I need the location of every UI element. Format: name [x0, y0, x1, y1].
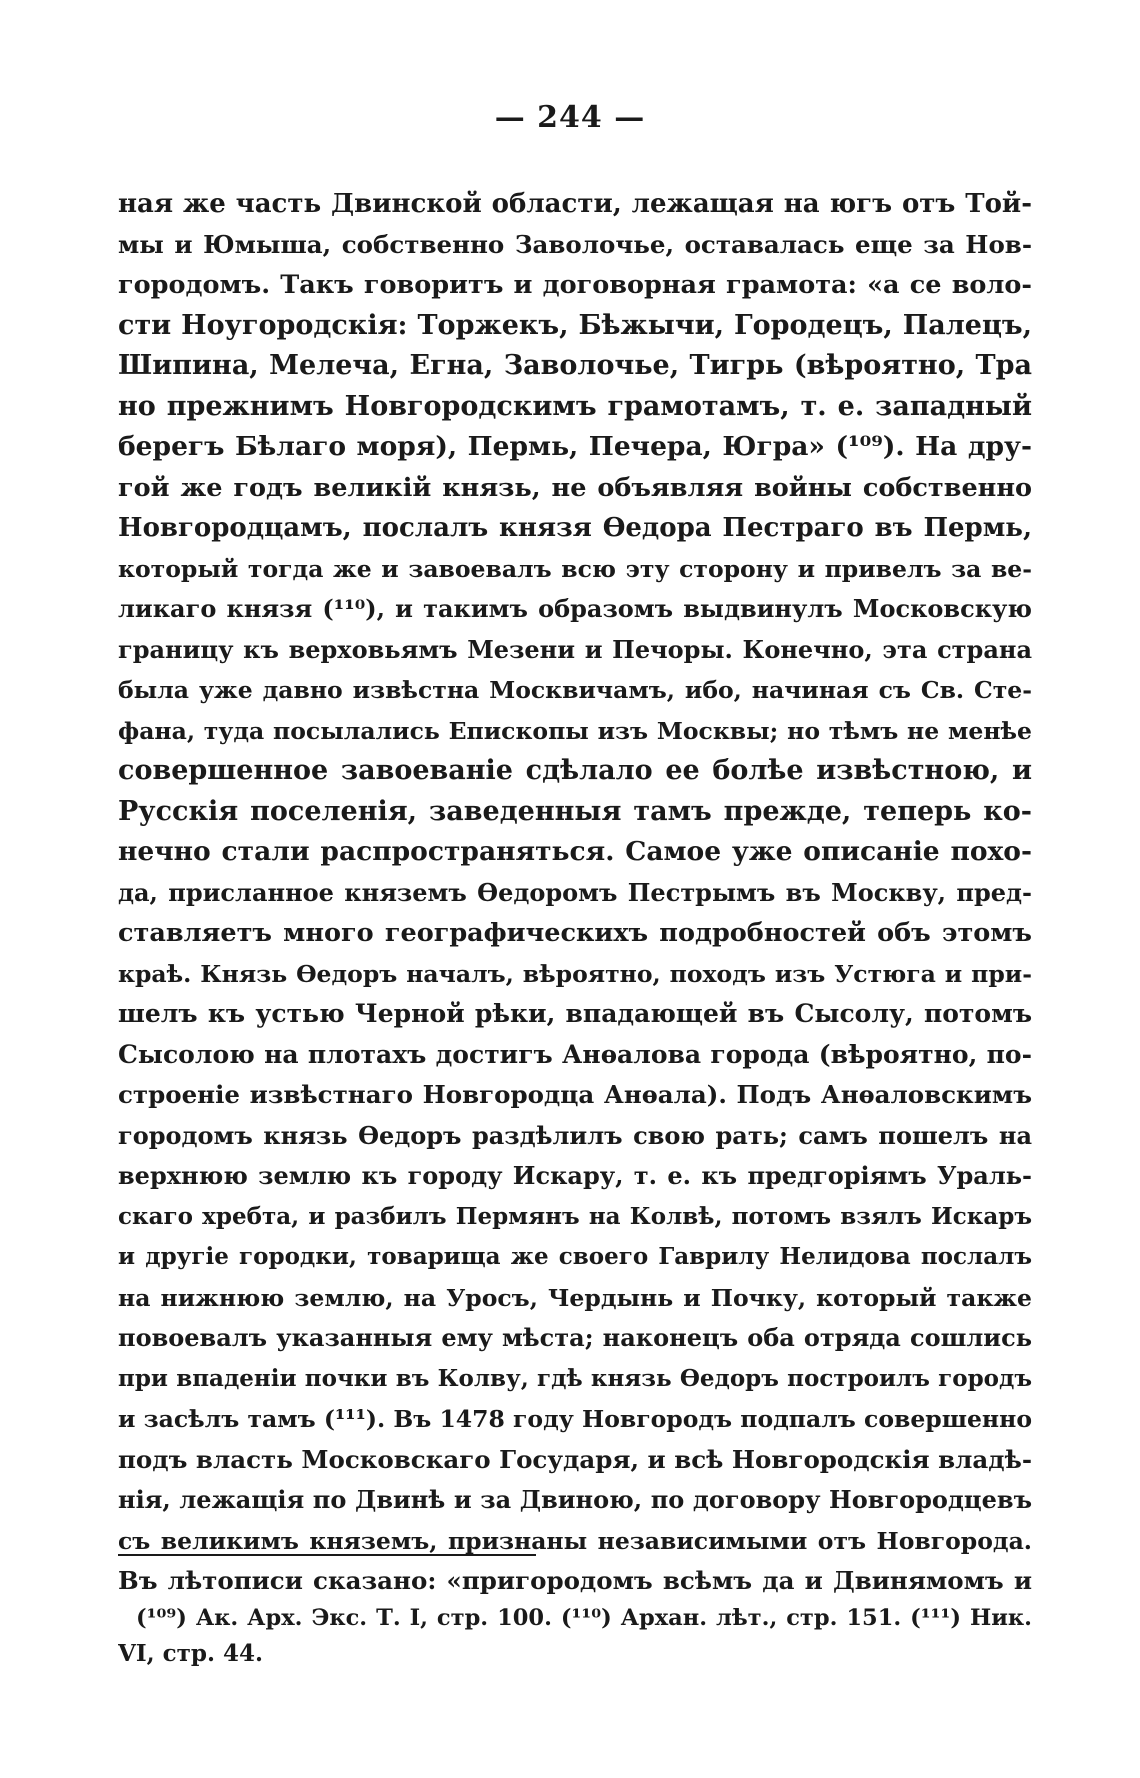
text-line: подъ власть Московскаго Государя, и всѣ Новгородскія владѣ-: [118, 1444, 1032, 1474]
text-line: фана, туда посылались Епископы изъ Москвы; но тѣмъ не менѣе: [118, 716, 1032, 745]
text-line: шелъ къ устью Черной рѣки, впадающей въ Сысолу, потомъ: [118, 999, 1032, 1028]
text-line: берегъ Бѣлаго моря), Пермь, Печера, Югра» (¹⁰⁹). На дру-: [118, 431, 1032, 462]
text-line: краѣ. Князь Ѳедоръ началъ, вѣроятно, походъ изъ Устюга и при-: [118, 959, 1032, 988]
main-text: [118, 184, 1032, 1602]
text-line: совершенное завоеваніе сдѣлало ее болѣе извѣстною, и: [118, 755, 1032, 786]
page-number: — 244 —: [494, 100, 646, 135]
text-line: ная же часть Двинской области, лежащая на югъ отъ Той-: [118, 189, 1032, 219]
text-line: съ великимъ княземъ, признаны независимыми отъ Новгорода.: [118, 1526, 1032, 1555]
text-line: была уже давно извѣстна Москвичамъ, ибо, начиная съ Св. Сте-: [118, 676, 1032, 704]
text-line: Шипина, Мелеча, Егна, Заволочье, Тигрь (вѣроятно, Тра: [118, 350, 1032, 381]
text-line: городомъ. Такъ говоритъ и договорная грамота: «а се воло-: [118, 270, 1032, 300]
footnotes: [118, 1600, 1032, 1672]
text-line: верхнюю землю къ городу Искару, т. е. къ предгоріямъ Ураль-: [118, 1161, 1032, 1190]
text-line: городомъ князь Ѳедоръ раздѣлилъ свою рать; самъ пошелъ на: [118, 1120, 1032, 1150]
footnote-line: (¹⁰⁹) Ак. Арх. Экс. Т. I, стр. 100. (¹¹⁰) Архан. лѣт., стр. 151. (¹¹¹) Ник.: [136, 1605, 1032, 1631]
text-line: и другіе городки, товарища же своего Гаврилу Нелидова послалъ: [118, 1243, 1032, 1270]
text-line: скаго хребта, и разбилъ Пермянъ на Колвѣ, потомъ взялъ Искаръ: [118, 1202, 1032, 1230]
footnote-line: VI, стр. 44.: [118, 1640, 263, 1667]
footnote-divider: [118, 1554, 536, 1556]
text-line: сти Ноугородскія: Торжекъ, Бѣжычи, Городецъ, Палецъ,: [118, 309, 1032, 341]
text-line: и засѣлъ тамъ (¹¹¹). Въ 1478 году Новгородъ подпалъ совершенно: [118, 1405, 1032, 1433]
text-line: границу къ верховьямъ Мезени и Печоры. Конечно, эта страна: [118, 634, 1032, 664]
text-line: Сысолою на плотахъ достигъ Анѳалова города (вѣроятно, по-: [118, 1039, 1032, 1069]
text-line: повоевалъ указанныя ему мѣста; наконецъ оба отряда сошлись: [118, 1323, 1032, 1352]
text-line: строеніе извѣстнаго Новгородца Анѳала). Подъ Анѳаловскимъ: [118, 1080, 1032, 1109]
text-line: Въ лѣтописи сказано: «пригородомъ всѣмъ да и Двинямомъ и: [118, 1566, 1032, 1595]
text-line: который тогда же и завоевалъ всю эту сторону и привелъ за ве-: [118, 554, 1032, 583]
text-line: ставляетъ много географическихъ подробностей объ этомъ: [118, 918, 1032, 948]
text-line: мы и Юмыша, собственно Заволочье, оставалась еще за Нов-: [118, 229, 1032, 259]
text-line: нія, лежащія по Двинѣ и за Двиною, по договору Новгородцевъ: [118, 1485, 1032, 1514]
text-line: при впаденіи почки въ Колву, гдѣ князь Ѳедоръ построилъ городъ: [118, 1364, 1032, 1392]
text-line: но прежнимъ Новгородскимъ грамотамъ, т. е. западный: [118, 390, 1032, 422]
text-line: Новгородцамъ, послалъ князя Ѳедора Пестраго въ Пермь,: [118, 513, 1032, 543]
text-line: да, присланное княземъ Ѳедоромъ Пестрымъ въ Москву, пред-: [118, 877, 1032, 907]
text-line: гой же годъ великій князь, не объявляя войны собственно: [118, 472, 1032, 503]
text-line: на нижнюю землю, на Уросъ, Чердынь и Почку, который также: [118, 1283, 1032, 1312]
text-line: ликаго князя (¹¹⁰), и такимъ образомъ выдвинулъ Московскую: [118, 594, 1032, 623]
text-line: нечно стали распространяться. Самое уже описаніе похо-: [118, 836, 1032, 867]
text-line: Русскія поселенія, заведенныя тамъ прежде, теперь ко-: [118, 795, 1032, 827]
